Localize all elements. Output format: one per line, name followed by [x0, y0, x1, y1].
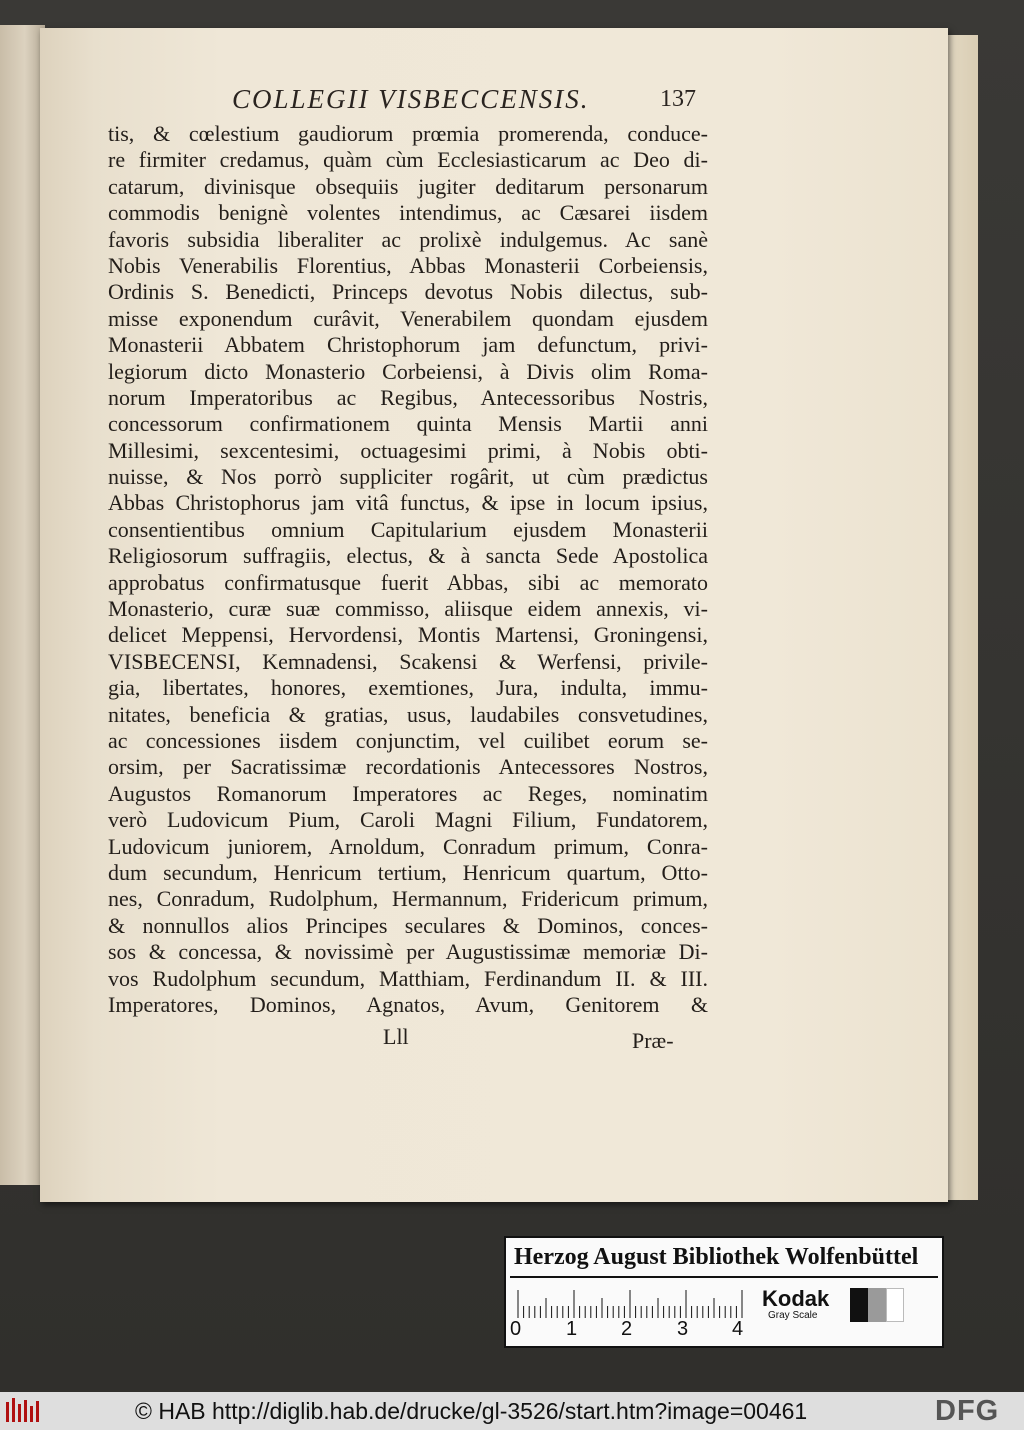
library-name: Herzog August Bibliothek Wolfenbüttel	[514, 1244, 919, 1270]
ruler-number: 1	[566, 1318, 578, 1340]
text-line: tis, & cœlestium gaudiorum prœmia promerenda, conduce-	[108, 121, 708, 146]
text-line: Abbas Christophorus jam vitâ functus, & ipse in locum ipsius,	[108, 490, 708, 516]
body-text	[108, 121, 708, 1018]
text-line: Ludovicum juniorem, Arnoldum, Conradum primum, Conra-	[108, 833, 708, 859]
text-line: concessorum confirmationem quinta Mensis Martii anni	[108, 411, 708, 437]
text-line: Monasterii Abbatem Christophorum jam defunctum, privi-	[108, 332, 708, 358]
signature-mark: Lll	[383, 1024, 409, 1049]
text-line: misse exponendum curâvit, Venerabilem quondam ejusdem	[108, 305, 708, 331]
text-line: Ordinis S. Benedicti, Princeps devotus Nobis dilectus, sub-	[108, 279, 708, 305]
swatch-black	[850, 1288, 868, 1322]
text-line: norum Imperatoribus ac Regibus, Antecessoribus Nostris,	[108, 384, 708, 410]
text-line: vos Rudolphum secundum, Matthiam, Ferdinandum II. & III.	[108, 965, 708, 991]
text-line: VISBECENSI, Kemnadensi, Scakensi & Werfensi, privile-	[108, 648, 708, 674]
gray-scale-label: Gray Scale	[768, 1310, 818, 1321]
text-line: gia, libertates, honores, exemtiones, Jura, indulta, immu-	[108, 675, 708, 701]
text-line: orsim, per Sacratissimæ recordationis Antecessores Nostros,	[108, 754, 708, 780]
ruler-number: 3	[677, 1318, 689, 1340]
text-line: Monasterio, curæ suæ commisso, aliisque eidem annexis, vi-	[108, 596, 708, 622]
text-line: legiorum dicto Monasterio Corbeiensi, à Divis olim Roma-	[108, 358, 708, 384]
text-line: delicet Meppensi, Hervordensi, Montis Martensi, Groningensi,	[108, 622, 708, 648]
page-number: 137	[660, 86, 696, 112]
swatch-white	[886, 1288, 904, 1322]
text-line: sos & concessa, & novissimè per Augustissimæ memoriæ Di-	[108, 939, 708, 965]
text-line: catarum, divinisque obsequiis jugiter deditarum personarum	[108, 173, 708, 199]
text-line: nitates, beneficia & gratias, usus, laudabiles consvetudines,	[108, 701, 708, 727]
ruler-number: 0	[510, 1318, 522, 1340]
catchword: Præ-	[632, 1028, 674, 1053]
text-line: & nonnullos alios Principes seculares & Dominos, conces-	[108, 912, 708, 938]
text-line: approbatus confirmatusque fuerit Abbas, sibi ac memorato	[108, 569, 708, 595]
text-line: consentientibus omnium Capitularium ejusdem Monasterii	[108, 516, 708, 542]
text-line: ac concessiones iisdem conjunctim, vel cuilibet eorum se-	[108, 727, 708, 753]
facing-page-edge	[0, 25, 45, 1185]
text-line: favoris subsidia liberaliter ac prolixè indulgemus. Ac sanè	[108, 226, 708, 252]
swatch-gray	[868, 1288, 886, 1322]
running-head: COLLEGII VISBECCENSIS.	[232, 84, 590, 114]
footer-bar	[0, 1392, 1024, 1430]
hab-barcode-icon	[6, 1398, 46, 1424]
ruler-number: 4	[732, 1318, 744, 1340]
ruler-number: 2	[621, 1318, 633, 1340]
color-target	[504, 1236, 944, 1348]
dfg-logo: DFG	[935, 1395, 1000, 1427]
text-line: Nobis Venerabilis Florentius, Abbas Monasterii Corbeiensis,	[108, 252, 708, 278]
text-line: dum secundum, Henricum tertium, Henricum quartum, Otto-	[108, 859, 708, 885]
ruler-scale	[516, 1288, 746, 1318]
kodak-logo: Kodak	[762, 1286, 830, 1311]
text-line: verò Ludovicum Pium, Caroli Magni Filium, Fundatorem,	[108, 807, 708, 833]
text-line: nuisse, & Nos porrò suppliciter rogârit, ut cùm prædictus	[108, 464, 708, 490]
text-line: Religiosorum suffragiis, electus, & à sancta Sede Apostolica	[108, 543, 708, 569]
text-line: Augustos Romanorum Imperatores ac Reges, nominatim	[108, 780, 708, 806]
copyright-url[interactable]: © HAB http://diglib.hab.de/drucke/gl-3526/start.htm?image=00461	[135, 1398, 808, 1424]
text-line: re firmiter credamus, quàm cùm Ecclesiasticarum ac Deo di-	[108, 147, 708, 173]
text-line: Imperatores, Dominos, Agnatos, Avum, Genitorem &	[108, 991, 708, 1017]
text-line: nes, Conradum, Rudolphum, Hermannum, Fridericum primum,	[108, 886, 708, 912]
text-line: commodis benignè volentes intendimus, ac Cæsarei iisdem	[108, 200, 708, 226]
text-line: Millesimi, sexcentesimi, octuagesimi primi, à Nobis obti-	[108, 437, 708, 463]
divider	[510, 1276, 938, 1278]
